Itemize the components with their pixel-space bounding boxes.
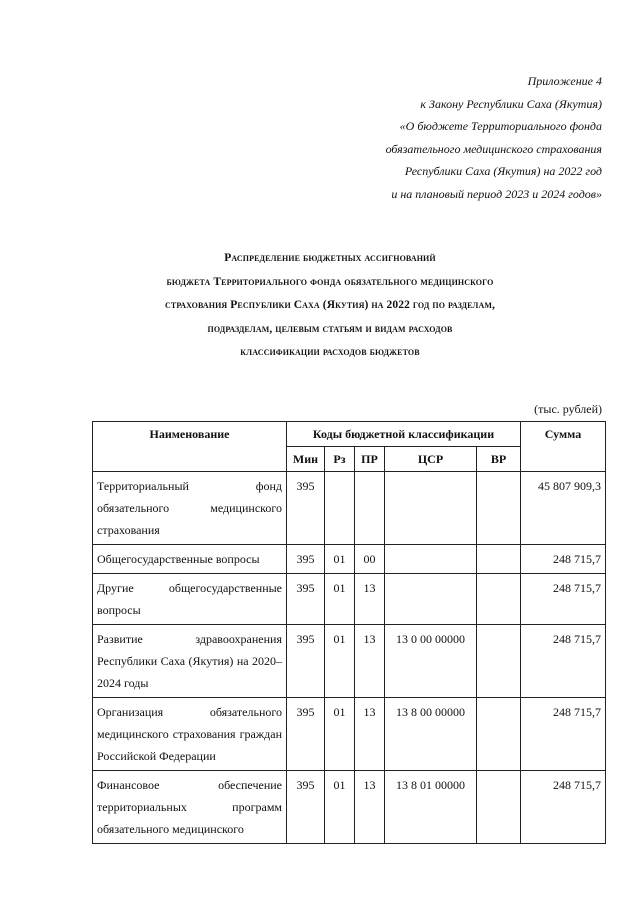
row-name: Организация обязательного медицинского страхования граждан Российской Федерации [93, 698, 287, 771]
appendix-line: обязательного медицинского страхования [385, 141, 602, 156]
table-row [93, 698, 606, 771]
row-pr: 13 [355, 625, 385, 698]
appendix-line: Приложение 4 [527, 74, 602, 88]
row-pr: 13 [355, 574, 385, 625]
row-vr [477, 472, 521, 545]
row-csr: 13 8 01 00000 [385, 771, 477, 844]
row-sum: 248 715,7 [521, 771, 606, 844]
table-row [93, 545, 606, 574]
document-title [60, 247, 600, 365]
header-rz: Рз [325, 447, 355, 472]
table-row [93, 574, 606, 625]
table-row [93, 771, 606, 844]
header-row [93, 422, 606, 447]
row-rz: 01 [325, 698, 355, 771]
row-pr: 13 [355, 698, 385, 771]
row-vr [477, 545, 521, 574]
row-min: 395 [287, 771, 325, 844]
row-vr [477, 574, 521, 625]
row-min: 395 [287, 625, 325, 698]
row-rz: 01 [325, 625, 355, 698]
row-rz [325, 472, 355, 545]
row-rz: 01 [325, 545, 355, 574]
row-name: Финансовое обеспечение территориальных программ обязательного медицинского [93, 771, 287, 844]
header-min: Мин [287, 447, 325, 472]
header-pr: ПР [355, 447, 385, 472]
header-name: Наименование [93, 422, 287, 472]
row-name: Территориальный фонд обязательного медицинского страхования [93, 472, 287, 545]
units-label: (тыс. рублей) [534, 402, 602, 416]
row-vr [477, 771, 521, 844]
title-line: страхования Республики Саха (Якутия) на 2022 год по разделам, [165, 299, 495, 311]
row-rz: 01 [325, 771, 355, 844]
appendix-line: к Закону Республики Саха (Якутия) [420, 96, 602, 111]
row-csr: 13 0 00 00000 [385, 625, 477, 698]
row-min: 395 [287, 472, 325, 545]
row-name: Развитие здравоохранения Республики Саха (Якутия) на 2020–2024 годы [93, 625, 287, 698]
row-pr: 00 [355, 545, 385, 574]
row-rz: 01 [325, 574, 355, 625]
appendix-line: и на плановый период 2023 и 2024 годов» [391, 186, 602, 201]
row-min: 395 [287, 545, 325, 574]
row-sum: 45 807 909,3 [521, 472, 606, 545]
row-name: Другие общегосударственные вопросы [93, 574, 287, 625]
row-pr [355, 472, 385, 545]
header-csr: ЦСР [385, 447, 477, 472]
row-sum: 248 715,7 [521, 698, 606, 771]
row-csr [385, 545, 477, 574]
row-csr [385, 472, 477, 545]
header-vr: ВР [477, 447, 521, 472]
row-sum: 248 715,7 [521, 574, 606, 625]
row-sum: 248 715,7 [521, 625, 606, 698]
title-line: подразделам, целевым статьям и видам расходов [207, 322, 453, 335]
title-line: бюджета Территориального фонда обязательного медицинского [166, 275, 494, 288]
table-row [93, 625, 606, 698]
budget-table [92, 421, 606, 844]
row-min: 395 [287, 574, 325, 625]
title-line: классификации расходов бюджетов [240, 346, 420, 358]
row-vr [477, 625, 521, 698]
row-vr [477, 698, 521, 771]
row-csr [385, 574, 477, 625]
title-line: Распределение бюджетных ассигнований [224, 252, 436, 264]
table-row [93, 472, 606, 545]
row-sum: 248 715,7 [521, 545, 606, 574]
appendix-line: «О бюджете Территориального фонда [399, 119, 602, 133]
row-min: 395 [287, 698, 325, 771]
header-sum: Сумма [521, 422, 606, 472]
header-codes: Коды бюджетной классификации [287, 422, 521, 447]
row-csr: 13 8 00 00000 [385, 698, 477, 771]
row-pr: 13 [355, 771, 385, 844]
appendix-line: Республики Саха (Якутия) на 2022 год [404, 164, 602, 178]
row-name: Общегосударственные вопросы [93, 545, 287, 574]
appendix-note [302, 70, 602, 205]
